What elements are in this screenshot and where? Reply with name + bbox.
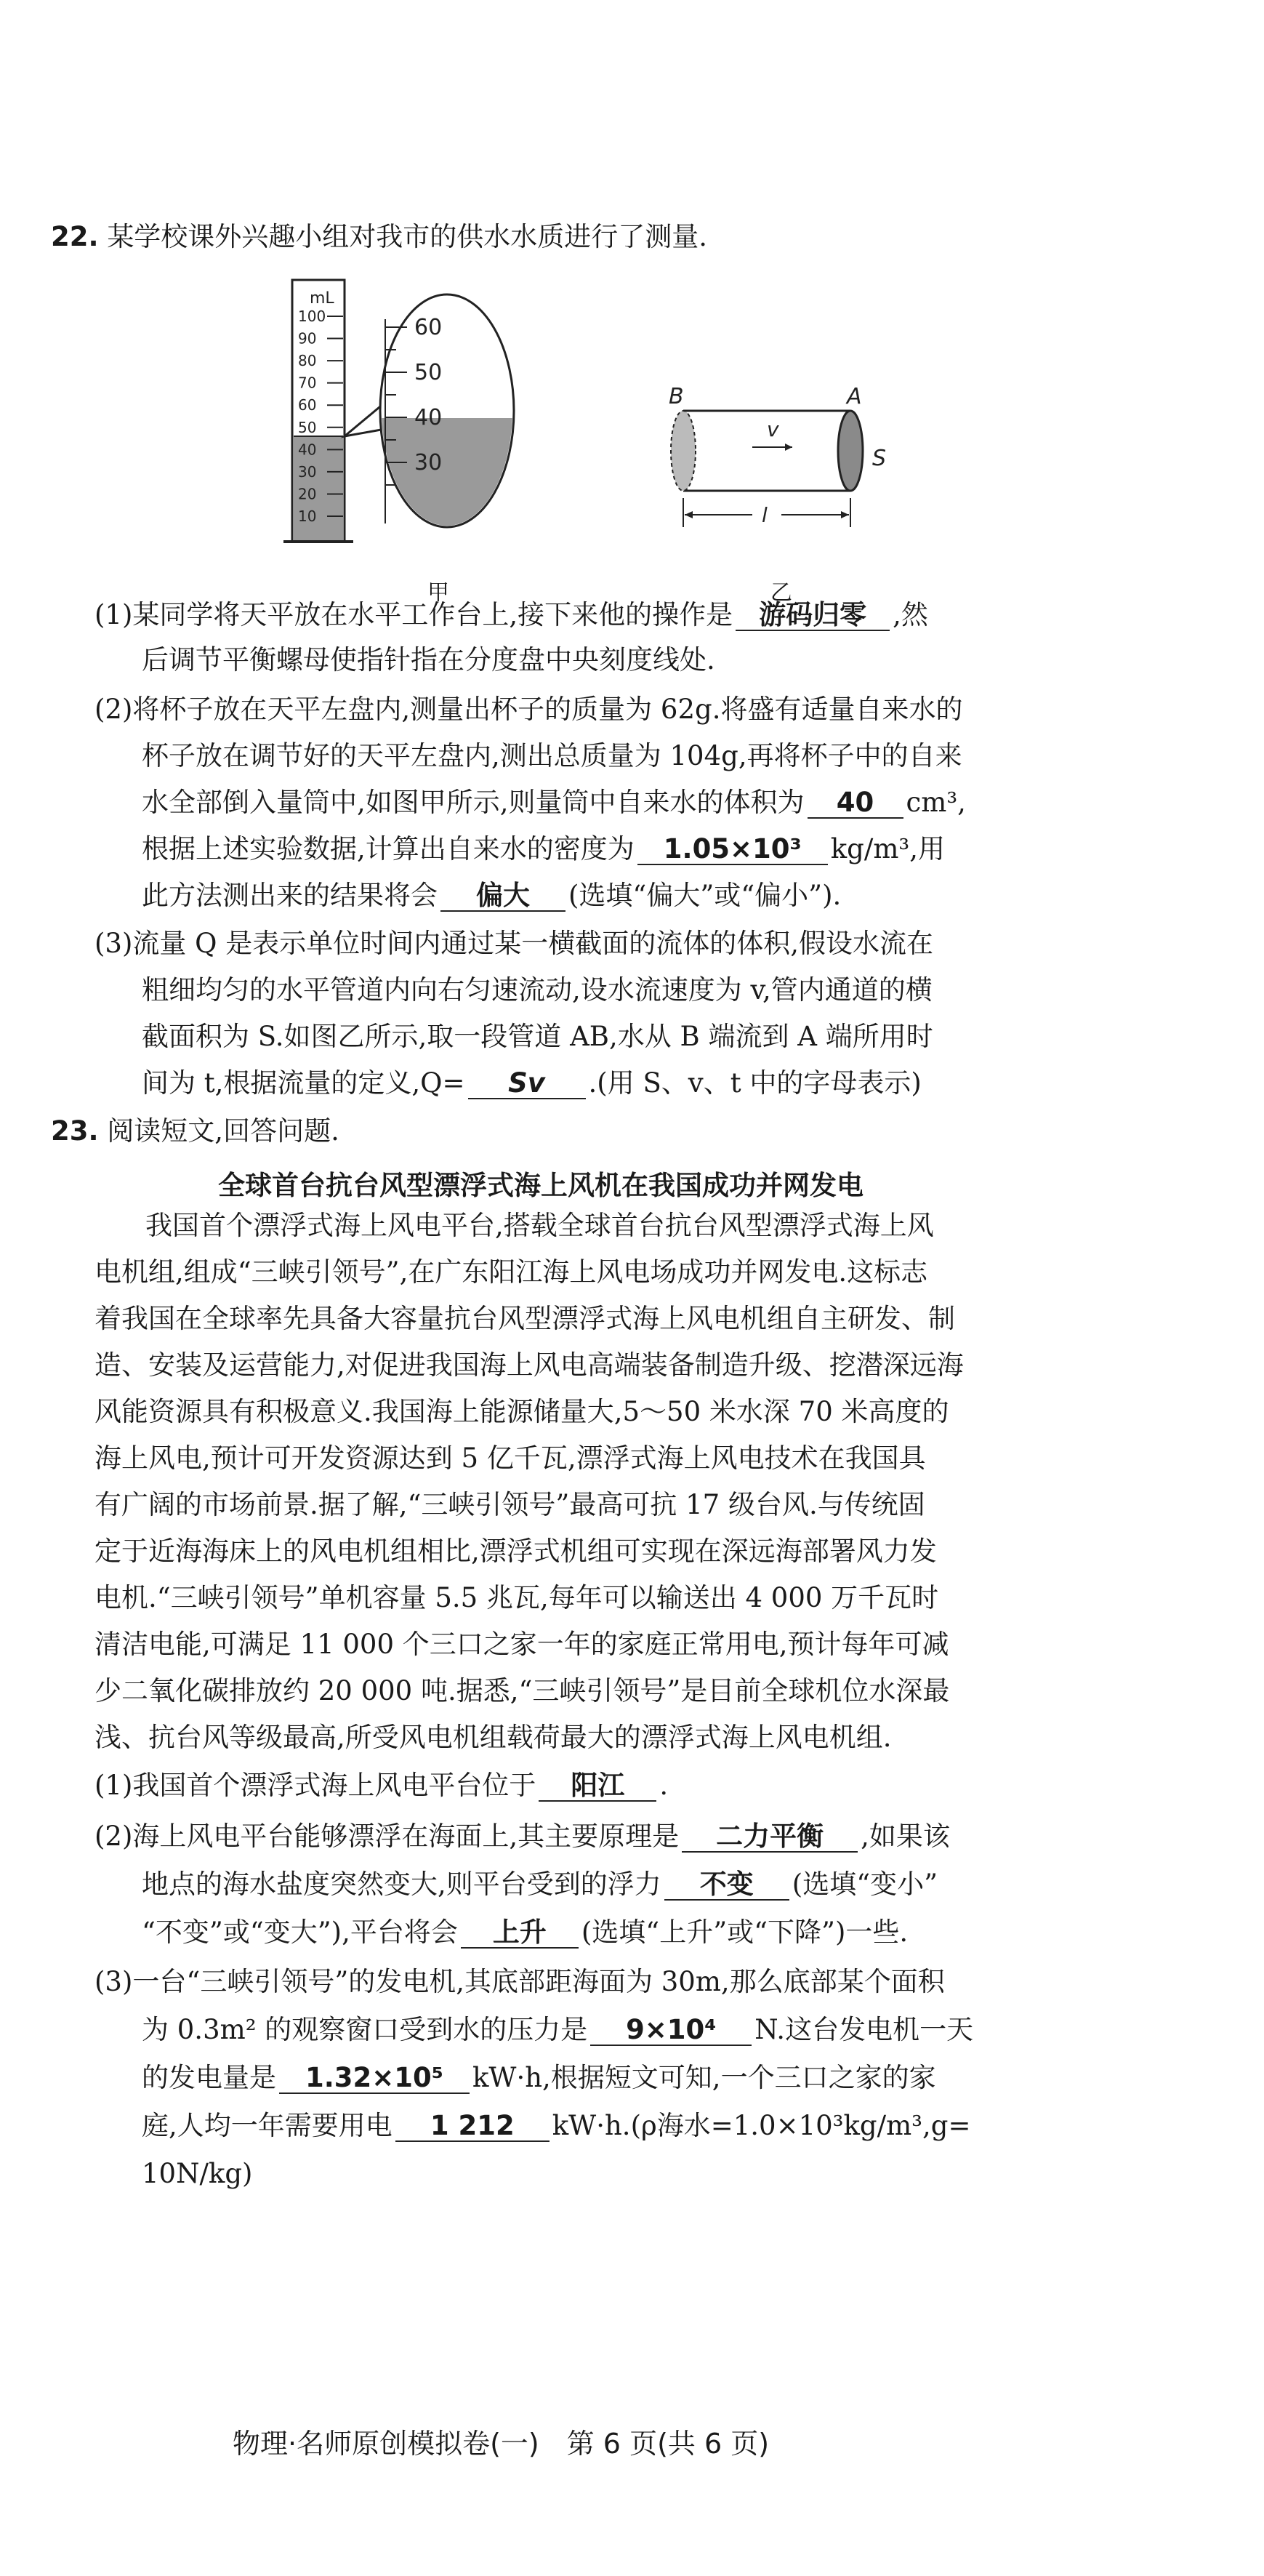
q23-part2-line3: [142, 1914, 908, 1951]
zoom-tick-label: 60: [414, 315, 443, 340]
q22-part2-density-text: 根据上述实验数据,计算出自来水的密度为: [142, 833, 635, 864]
q23-part1-line: [94, 1767, 668, 1805]
q22-part3-answer: Sv: [468, 1069, 586, 1099]
q23-part3-person-post: kW·h.(ρ海水=1.0×10³kg/m³,g=: [552, 2110, 971, 2141]
cylinder-tick-label: 100: [298, 308, 326, 325]
pipe-area-label: S: [872, 446, 887, 471]
q22-part2-bias-text: 此方法测出来的结果将会: [142, 880, 438, 911]
q23-part3-line5: 10N/kg): [142, 2158, 253, 2189]
cylinder-tick-label: 70: [298, 374, 317, 392]
q22-part1-line2: 后调节平衡螺母使指针指在分度盘中央刻度线处.: [142, 644, 715, 675]
q23-part3-energy-post: kW·h,根据短文可知,一个三口之家的家: [472, 2062, 936, 2093]
q23-part1-answer: 阳江: [539, 1771, 656, 1802]
figure-jia: [276, 273, 567, 563]
q22-part2-line3: [142, 784, 966, 822]
q23-stem-line: [51, 1112, 339, 1150]
figure-yi-label: 乙: [770, 580, 792, 606]
q22-part2-density-answer: 1.05×10³: [637, 835, 828, 865]
q23-part2-principle-post: ,如果该: [861, 1821, 950, 1852]
q23-part2-buoyancy-hint: (选填“变小”: [792, 1869, 938, 1900]
cylinder-tick-label: 60: [298, 396, 317, 414]
pipe-end-a-label: A: [847, 385, 862, 409]
article-line: 定于近海海床上的风电机组相比,漂浮式机组可实现在深远海部署风力发: [94, 1536, 937, 1567]
article-line: 电机组,组成“三峡引领号”,在广东阳江海上风电场成功并网发电.这标志: [94, 1256, 928, 1288]
q22-part3-line2: 粗细均匀的水平管道内向右匀速流动,设水流速度为 v,管内通道的横: [142, 974, 933, 1006]
q22-part2-volume-unit: cm³,: [906, 787, 966, 818]
pipe-end-b-label: B: [669, 385, 684, 409]
article-line: 清洁电能,可满足 11 000 个三口之家一年的家庭正常用电,预计每年可减: [94, 1629, 949, 1660]
q22-part2-line5: [142, 877, 841, 915]
q23-part3-person-text: 庭,人均一年需要用电: [142, 2110, 393, 2141]
q22-part2-bias-hint: (选填“偏大”或“偏小”).: [568, 880, 842, 911]
q22-part1-answer: 游码归零: [736, 601, 890, 631]
q23-part3-line1: (3)一台“三峡引领号”的发电机,其底部距海面为 30m,那么底部某个面积: [94, 1966, 945, 1997]
q22-part2-density-unit: kg/m³,用: [830, 833, 946, 864]
cylinder-tick-label: 80: [298, 352, 317, 370]
velocity-label: v: [767, 417, 779, 441]
q23-part3-force-post: N.这台发电机一天: [754, 2014, 974, 2045]
q23-part2-principle-answer: 二力平衡: [682, 1822, 858, 1853]
article-line: 着我国在全球率先具备大容量抗台风型漂浮式海上风电机组自主研发、制: [94, 1303, 955, 1334]
zoom-tick-label: 50: [414, 360, 443, 385]
cylinder-tick-label: 10: [298, 507, 317, 525]
q23-part3-line3: [142, 2059, 936, 2097]
q22-stem-line: [51, 218, 707, 256]
article-line: 电机.“三峡引领号”单机容量 5.5 兆瓦,每年可以输送出 4 000 万千瓦时: [94, 1582, 939, 1613]
q23-part3-line4: [142, 2107, 970, 2145]
cylinder-tick-label: 40: [298, 441, 317, 459]
q23-part2-buoyancy-text: 地点的海水盐度突然变大,则平台受到的浮力: [142, 1869, 661, 1900]
article-line: 海上风电,预计可开发资源达到 5 亿千瓦,漂浮式海上风电技术在我国具: [94, 1443, 926, 1474]
q23-part3-energy-text: 的发电量是: [142, 2062, 276, 2093]
q23-part3-line2: [142, 2011, 973, 2049]
q22-part2-line2: 杯子放在调节好的天平左盘内,测出总质量为 104g,再将杯子中的自来: [142, 740, 962, 771]
q23-part1-text: (1)我国首个漂浮式海上风电平台位于: [94, 1770, 536, 1801]
q22-part1-text: (1)某同学将天平放在水平工作台上,接下来他的操作是: [94, 599, 733, 630]
q22-part1-text-post: ,然: [893, 599, 928, 630]
page-footer: 物理·名师原创模拟卷(一) 第 6 页(共 6 页): [233, 2428, 770, 2460]
figure-jia-label: 甲: [427, 580, 449, 606]
q22-part2-volume-text: 水全部倒入量筒中,如图甲所示,则量筒中自来水的体积为: [142, 787, 805, 818]
q23-part2-line2: [142, 1866, 938, 1903]
q22-part2-line1: (2)将杯子放在天平左盘内,测量出杯子的质量为 62g.将盛有适量自来水的: [94, 694, 963, 725]
article-line: 有广阔的市场前景.据了解,“三峡引领号”最高可抗 17 级台风.与传统固: [94, 1489, 925, 1520]
q23-part3-energy-answer: 1.32×10⁵: [279, 2063, 470, 2094]
q23-part2-motion-text: “不变”或“变大”),平台将会: [142, 1917, 458, 1948]
q22-part3-line1: (3)流量 Q 是表示单位时间内通过某一横截面的流体的体积,假设水流在: [94, 928, 934, 959]
article-line: 我国首个漂浮式海上风电平台,搭载全球首台抗台风型漂浮式海上风: [145, 1210, 934, 1241]
q22-part3-hint: .(用 S、v、t 中的字母表示): [588, 1067, 922, 1099]
velocity-arrow: [752, 444, 792, 451]
q23-part3-force-text: 为 0.3m² 的观察窗口受到水的压力是: [142, 2014, 588, 2045]
cylinder-tick-label: 30: [298, 462, 317, 481]
q23-part1-post: .: [659, 1770, 669, 1801]
q23-part3-person-answer: 1 212: [395, 2111, 550, 2142]
article-body: [94, 1207, 1228, 1765]
q23-part2-motion-hint: (选填“上升”或“下降”)一些.: [581, 1917, 909, 1948]
q22-number: 22.: [51, 221, 99, 252]
article-line: 风能资源具有积极意义.我国海上能源储量大,5～50 米水深 70 米高度的: [94, 1396, 949, 1427]
article-title: 全球首台抗台风型漂浮式海上风机在我国成功并网发电: [218, 1170, 864, 1201]
q22-part1-line1: [94, 596, 928, 634]
q22-part3-line3: 截面积为 S.如图乙所示,取一段管道 AB,水从 B 端流到 A 端所用时: [142, 1021, 933, 1052]
q23-part2-buoyancy-answer: 不变: [664, 1870, 789, 1901]
q22-part3-line4: [142, 1064, 922, 1102]
article-line: 少二氧化碳排放约 20 000 吨.据悉,“三峡引领号”是目前全球机位水深最: [94, 1675, 950, 1706]
q22-part3-text: 间为 t,根据流量的定义,Q=: [142, 1067, 465, 1099]
cylinder-unit-label: mL: [310, 289, 334, 308]
q23-part3-force-answer: 9×10⁴: [590, 2015, 752, 2046]
q23-part2-principle-text: (2)海上风电平台能够漂浮在海面上,其主要原理是: [94, 1821, 680, 1852]
cylinder-tick-label: 90: [298, 329, 317, 348]
q22-stem: 某学校课外兴趣小组对我市的供水水质进行了测量.: [107, 221, 708, 252]
q23-part2-line1: [94, 1818, 950, 1855]
q23-part2-motion-answer: 上升: [461, 1918, 579, 1949]
q22-part2-bias-answer: 偏大: [440, 881, 565, 912]
q22-part2-line4: [142, 830, 945, 868]
cylinder-tick-label: 20: [298, 485, 317, 503]
zoom-tick-label: 40: [414, 405, 443, 430]
article-line: 造、安装及运营能力,对促进我国海上风电高端装备制造升级、挖潜深远海: [94, 1349, 964, 1381]
q23-number: 23.: [51, 1115, 99, 1147]
q22-part2-volume-answer: 40: [808, 788, 903, 819]
article-line: 浅、抗台风等级最高,所受风电机组载荷最大的漂浮式海上风电机组.: [94, 1722, 892, 1753]
q23-stem: 阅读短文,回答问题.: [107, 1115, 339, 1147]
length-label: l: [762, 503, 768, 527]
cylinder-tick-label: 50: [298, 418, 317, 436]
zoom-tick-label: 30: [414, 450, 443, 476]
figure-yi: [665, 385, 905, 531]
